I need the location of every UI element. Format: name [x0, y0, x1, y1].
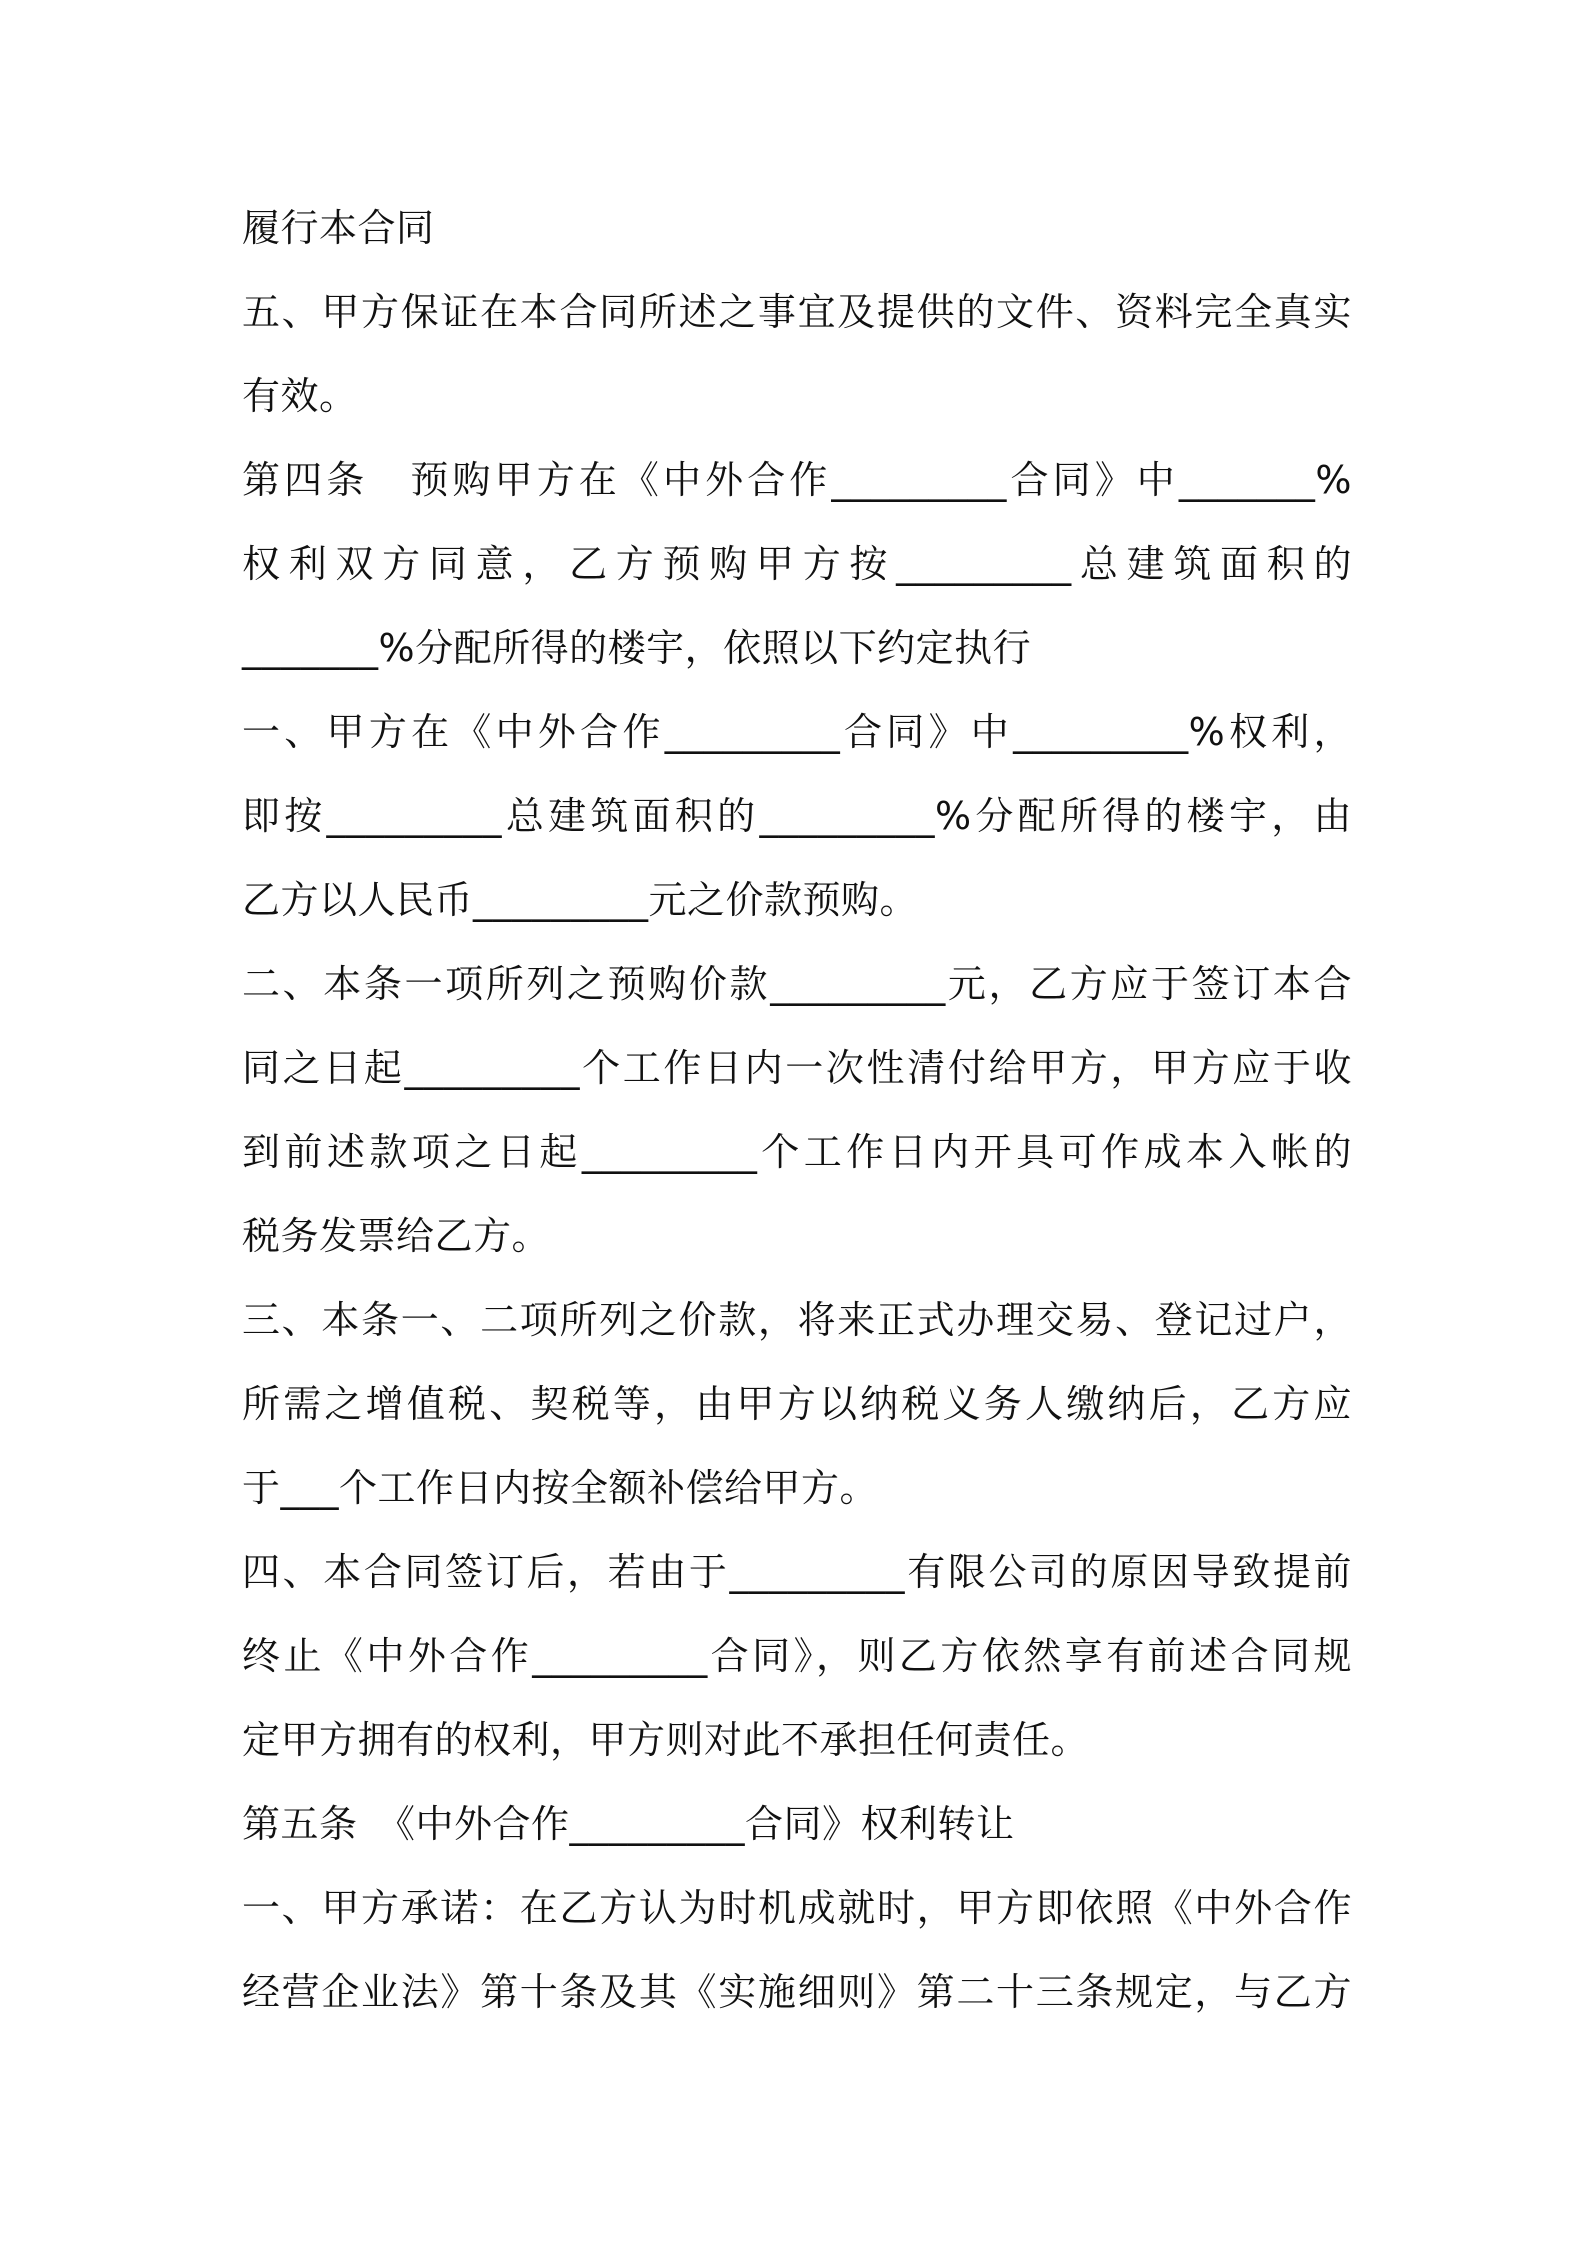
text-line-3: 有效。 — [242, 374, 358, 418]
text-line-1: 履行本合同 — [242, 206, 435, 250]
text-line-17: 四、本合同签订后，若由于_________有限公司的原因导致提前 — [242, 1550, 1352, 1594]
text-line-7: 一、甲方在《中外合作_________合同》中_________%权利， — [242, 710, 1352, 754]
text-line-18: 终止《中外合作_________合同》，则乙方依然享有前述合同规 — [242, 1634, 1352, 1678]
text-line-14: 三、本条一、二项所列之价款，将来正式办理交易、登记过户， — [242, 1298, 1352, 1342]
text-line-22: 经营企业法》第十条及其《实施细则》第二十三条规定，与乙方 — [242, 1970, 1352, 2014]
text-line-10: 二、本条一项所列之预购价款_________元，乙方应于签订本合 — [242, 962, 1352, 1006]
text-line-13: 税务发票给乙方。 — [242, 1214, 551, 1258]
text-line-16: 于___个工作日内按全额补偿给甲方。 — [242, 1466, 879, 1510]
text-line-15: 所需之增值税、契税等，由甲方以纳税义务人缴纳后，乙方应 — [242, 1382, 1352, 1426]
text-line-19: 定甲方拥有的权利，甲方则对此不承担任何责任。 — [242, 1718, 1090, 1762]
text-line-8: 即按_________总建筑面积的_________%分配所得的楼宇，由 — [242, 794, 1352, 838]
text-line-12: 到前述款项之日起_________个工作日内开具可作成本入帐的 — [242, 1130, 1352, 1174]
text-line-2: 五、甲方保证在本合同所述之事宜及提供的文件、资料完全真实 — [242, 290, 1352, 334]
text-line-21: 一、甲方承诺：在乙方认为时机成就时，甲方即依照《中外合作 — [242, 1886, 1352, 1930]
text-line-5: 权利双方同意，乙方预购甲方按_________总建筑面积的 — [242, 542, 1352, 586]
text-line-9: 乙方以人民币_________元之价款预购。 — [242, 878, 919, 922]
article-4-heading-line: 第四条 预购甲方在《中外合作_________合同》中_______% — [242, 458, 1352, 502]
article-5-heading-line: 第五条 《中外合作_________合同》权利转让 — [242, 1802, 1015, 1846]
text-line-6: _______%分配所得的楼宇，依照以下约定执行 — [242, 626, 1032, 670]
text-line-11: 同之日起_________个工作日内一次性清付给甲方，甲方应于收 — [242, 1046, 1352, 1090]
